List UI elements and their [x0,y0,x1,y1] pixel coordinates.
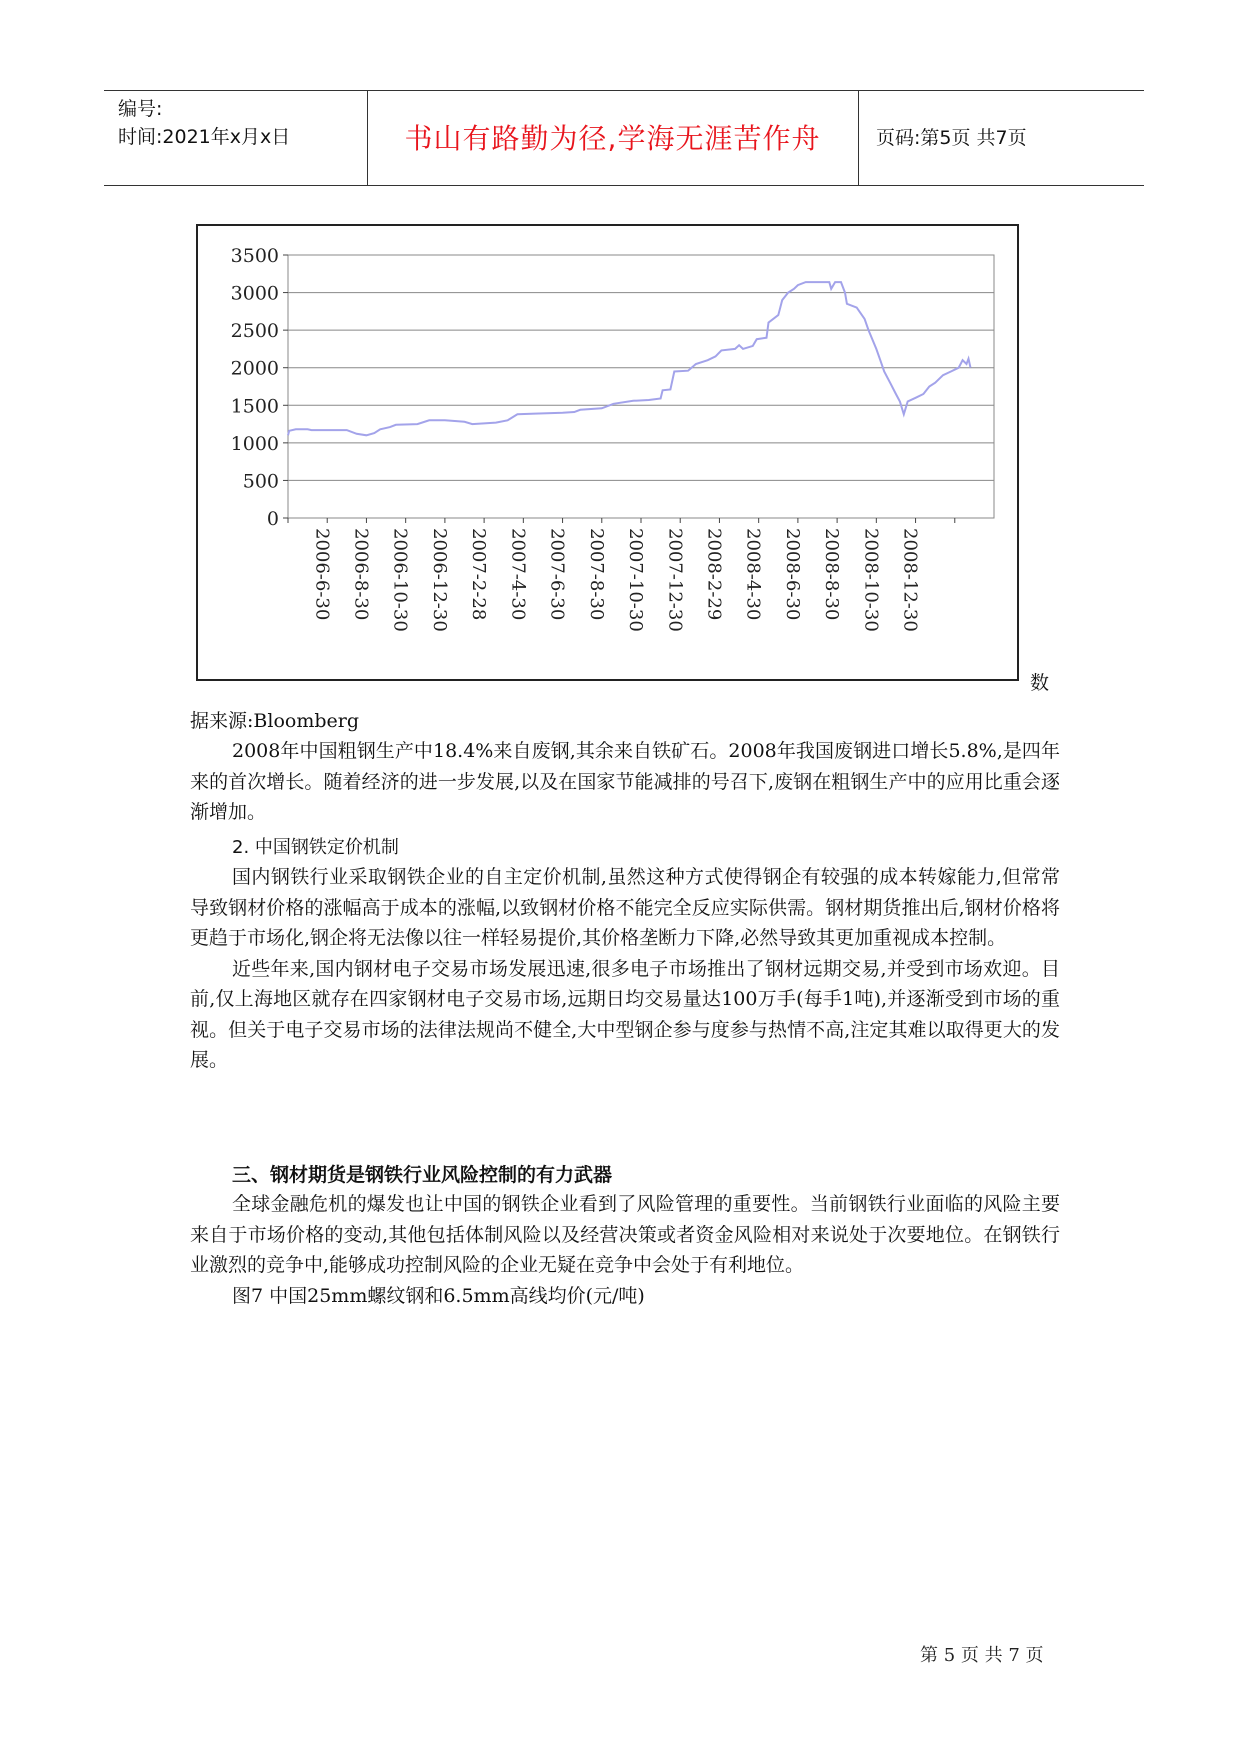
x-tick-label: 2007-4-30 [507,528,529,621]
time-label: 时间:2021年x月x日 [118,126,291,148]
chart-side-char: 数 [1030,672,1050,694]
header-divider [858,91,859,185]
steel-price-chart [196,224,1019,681]
y-tick-label: 3000 [230,282,279,305]
x-tick-label: 2008-8-30 [821,528,843,621]
header-motto: 书山有路勤为径,学海无涯苦作舟 [404,122,821,155]
paragraph-text: 近些年来,国内钢材电子交易市场发展迅速,很多电子市场推出了钢材远期交易,并受到市场欢迎。目前,仅上海地区就存在四家钢材电子交易市场,远期日均交易量达100万手(每手1吨),并逐渐受到市场的重视。但关于电子交易市场的法律法规尚不健全,大中型钢企参与度参与热情不高,注定其难以取得更大的发展。 [190,957,1060,1071]
subheading-pricing: 2. 中国钢铁定价机制 [232,837,399,858]
figure-caption: 图7 中国25mm螺纹钢和6.5mm高线均价(元/吨) [232,1284,645,1307]
x-tick-label: 2006-6-30 [311,528,333,621]
y-tick-label: 3500 [230,245,279,267]
x-tick-label: 2007-6-30 [546,528,568,621]
x-tick-label: 2007-8-30 [585,528,607,621]
paragraph-3 [190,1189,1060,1311]
paragraph-text: 国内钢铁行业采取钢铁企业的自主定价机制,虽然这种方式使得钢企有较强的成本转嫁能力,但常常导致钢材价格的涨幅高于成本的涨幅,以致钢材价格不能完全反应实际供需。钢材期货推出后,钢材价格将更趋于市场化,钢企将无法像以往一样轻易提价,其价格垄断力下降,必然导致其更加重视成本控制。 [190,866,1060,949]
page-header [104,90,1144,186]
y-tick-label: 2500 [230,320,279,343]
paragraph-text: 2008年中国粗钢生产中18.4%来自废钢,其余来自铁矿石。2008年我国废钢进口增长5.8%,是四年来的首次增长。随着经济的进一步发展,以及在国家节能减排的号召下,废钢在粗钢生产中的应用比重会逐渐增加。 [190,740,1060,823]
source-line: 据来源:Bloomberg [190,710,359,732]
chart-svg [198,226,1021,683]
paragraph-1 [190,736,1060,828]
x-tick-label: 2007-12-30 [664,528,686,632]
section-heading: 三、钢材期货是钢铁行业风险控制的有力武器 [232,1164,613,1186]
x-tick-label: 2008-4-30 [742,528,764,621]
x-tick-label: 2006-8-30 [350,528,372,621]
x-tick-label: 2006-10-30 [389,528,411,632]
y-tick-label: 2000 [230,357,279,380]
y-tick-label: 1500 [230,395,279,418]
y-tick-label: 0 [266,508,279,530]
x-tick-label: 2007-10-30 [625,528,647,632]
paragraph-text: 全球金融危机的爆发也让中国的钢铁企业看到了风险管理的重要性。当前钢铁行业面临的风险主要来自于市场价格的变动,其他包括体制风险以及经营决策或者资金风险相对来说处于次要地位。在钢铁行业激烈的竞争中,能够成功控制风险的企业无疑在竞争中会处于有利地位。 [190,1193,1060,1276]
page-footer: 第 5 页 共 7 页 [920,1645,1044,1666]
plot-area [288,255,994,518]
number-label: 编号: [118,98,163,120]
x-tick-label: 2007-2-28 [468,528,490,621]
y-tick-label: 500 [242,470,279,493]
y-tick-label: 1000 [230,432,279,455]
header-left [118,95,290,151]
paragraph-2 [190,862,1060,1076]
x-tick-label: 2008-12-30 [899,528,921,632]
x-tick-label: 2008-2-29 [703,528,725,621]
x-tick-label: 2008-6-30 [781,528,803,621]
x-tick-label: 2008-10-30 [860,528,882,632]
header-page-info: 页码:第5页 共7页 [876,127,1027,149]
x-tick-label: 2006-12-30 [428,528,450,632]
price-series-line [288,282,971,435]
